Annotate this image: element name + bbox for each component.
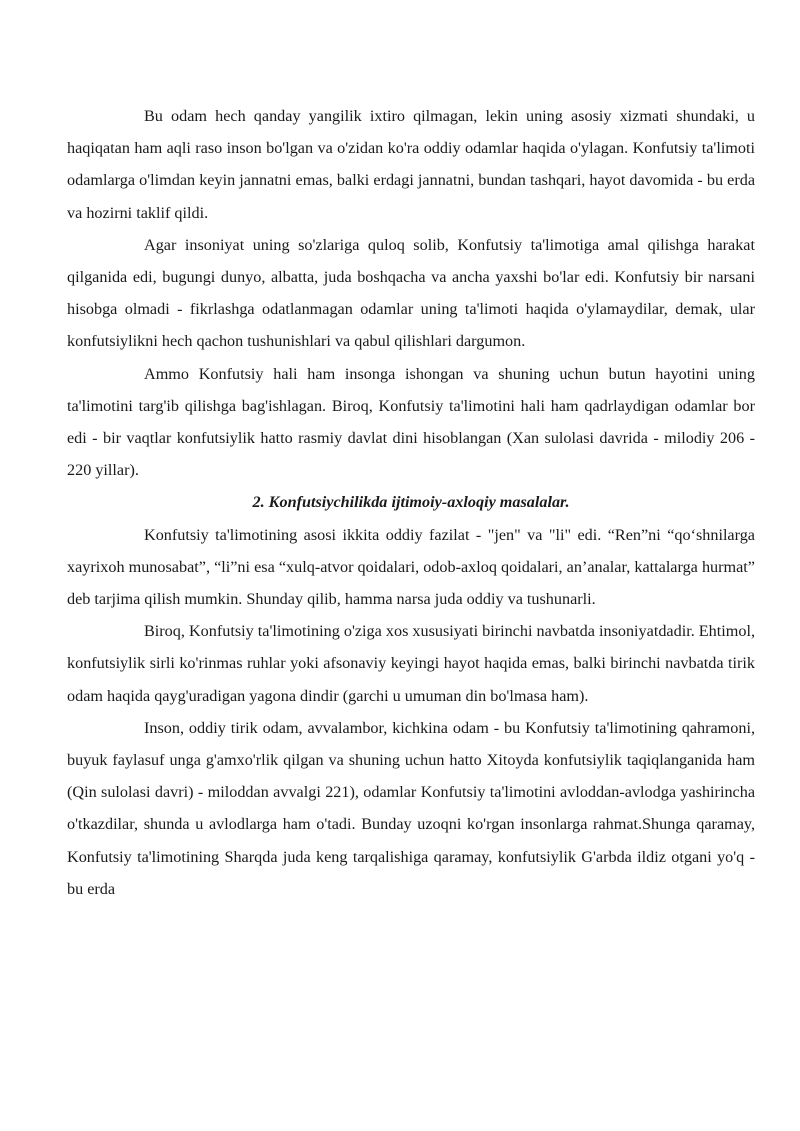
paragraph-6: Inson, oddiy tirik odam, avvalambor, kichkina odam - bu Konfutsiy ta'limotining qahramoni, buyuk faylasuf unga g'amxo'rlik qilgan va shuning uchun hatto Xitoyda konfutsiylik taqiqlanganida ham (Qin sulolasi davri) - miloddan avvalgi 221), odamlar Konfutsiy ta'limotini avloddan-avlodga yashirincha o'tkazdilar, shunda u avlodlarga ham o'tadi. Bunday uzoqni ko'rgan insonlarga rahmat.Shunga qaramay, Konfutsiy ta'limotining Sharqda juda keng tarqalishiga qaramay, konfutsiylik G'arbda ildiz otgani yo'q - bu erda bbox=[67, 718, 755, 898]
paragraph-4: Konfutsiy ta'limotining asosi ikkita oddiy fazilat - "jen" va "li" edi. “Ren”ni “qo‘shnilarga xayrixoh munosabat”, “li”ni esa “xulq-atvor qoidalari, odob-axloq qoidalari, an’analar, kattalarga hurmat” deb tarjima qilish mumkin. Shunday qilib, hamma narsa juda oddiy va tushunarli. bbox=[67, 525, 755, 609]
document-page bbox=[67, 100, 755, 905]
paragraph-2: Agar insoniyat uning so'zlariga quloq solib, Konfutsiy ta'limotiga amal qilishga harakat qilganida edi, bugungi dunyo, albatta, juda boshqacha va ancha yaxshi bo'lar edi. Konfutsiy bir narsani hisobga olmadi - fikrlashga odatlanmagan odamlar uning ta'limoti haqida o'ylamaydilar, demak, ular konfutsiylikni hech qachon tushunishlari va qabul qilishlari dargumon. bbox=[67, 235, 755, 351]
paragraph-5: Biroq, Konfutsiy ta'limotining o'ziga xos xususiyati birinchi navbatda insoniyatdadir. Ehtimol, konfutsiylik sirli ko'rinmas ruhlar yoki afsonaviy keyingi hayot haqida emas, balki birinchi navbatda tirik odam haqida qayg'uradigan yagona dindir (garchi u umuman din bo'lmasa ham). bbox=[67, 622, 755, 705]
section-heading: 2. Konfutsiychilikda ijtimoiy-axloqiy masalalar. bbox=[252, 493, 570, 512]
paragraph-1: Bu odam hech qanday yangilik ixtiro qilmagan, lekin uning asosiy xizmati shundaki, u haqiqatan ham aqli raso inson bo'lgan va o'zidan ko'ra oddiy odamlar haqida o'ylagan. Konfutsiy ta'limoti odamlarga o'limdan keyin jannatni emas, balki erdagi jannatni, bundan tashqari, hayot davomida - bu erda va hozirni taklif qildi. bbox=[67, 107, 755, 222]
paragraph-3: Ammo Konfutsiy hali ham insonga ishongan va shuning uchun butun hayotini uning ta'limotini targ'ib qilishga bag'ishlagan. Biroq, Konfutsiy ta'limotini hali ham qadrlaydigan odamlar bor edi - bir vaqtlar konfutsiylik hatto rasmiy davlat dini hisoblangan (Xan sulolasi davrida - milodiy 206 - 220 yillar). bbox=[67, 364, 755, 480]
